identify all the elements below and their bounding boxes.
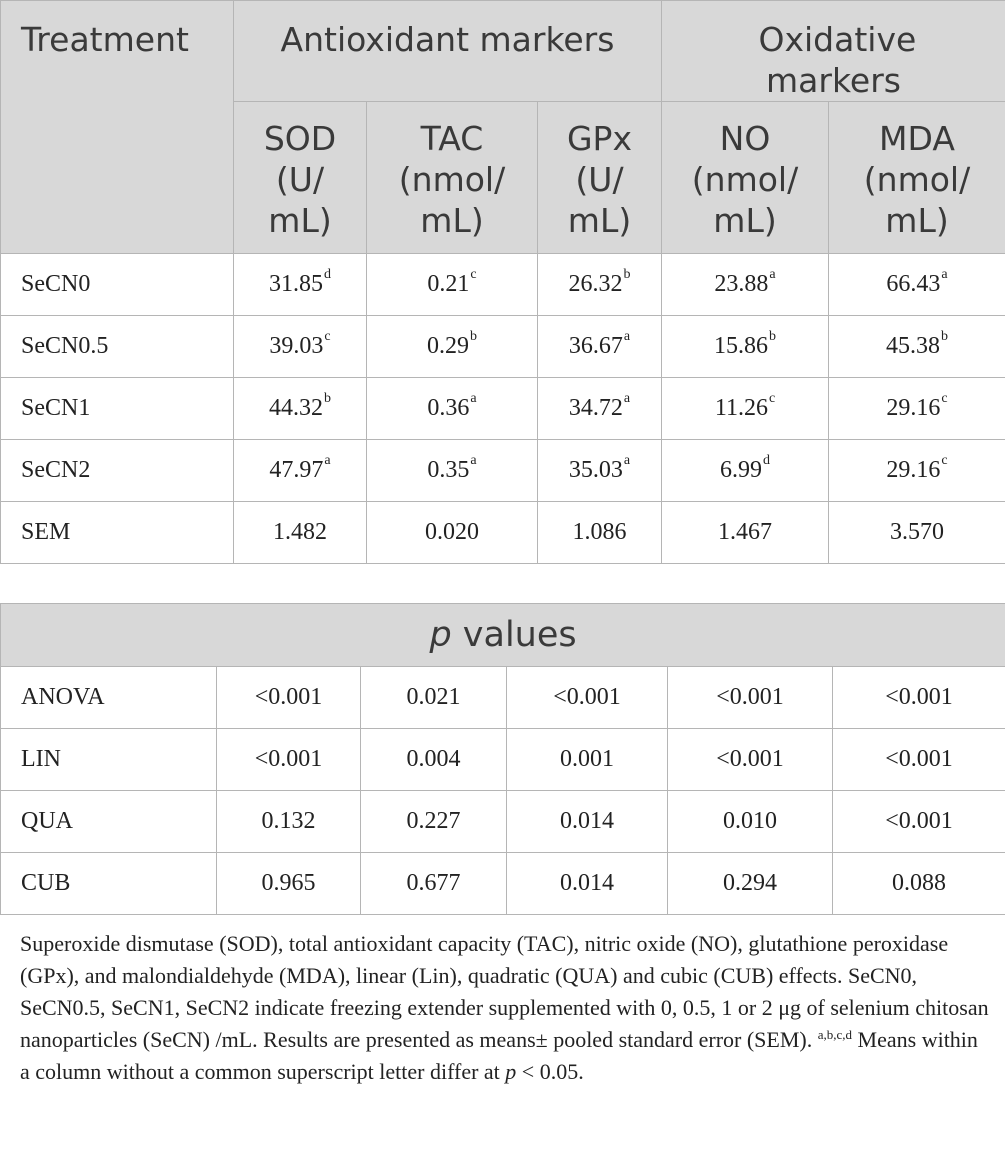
table-cell xyxy=(538,378,662,440)
table-cell xyxy=(662,254,829,316)
row-label: SeCN1 xyxy=(1,378,234,440)
cell-value: 1.482 xyxy=(273,519,327,545)
cell-superscript: a xyxy=(623,391,631,406)
cell-superscript: c xyxy=(768,391,776,406)
col-header-line: mL) xyxy=(268,201,332,240)
footnote-text-3: < 0.05. xyxy=(516,1059,584,1084)
table-row xyxy=(1,667,1005,729)
cell-value: 0.36 xyxy=(427,395,470,421)
table-cell xyxy=(829,502,1005,564)
cell-value: 45.38 xyxy=(886,333,940,359)
col-header-line: mL) xyxy=(885,201,949,240)
table-cell xyxy=(367,316,538,378)
footnote-p-italic: p xyxy=(505,1059,517,1084)
cell-value: 23.88 xyxy=(714,271,769,297)
col-header-line: mL) xyxy=(567,201,632,240)
cell-value: 29.16 xyxy=(886,395,941,421)
cell-value: 1.467 xyxy=(718,519,772,545)
cell-superscript: a xyxy=(324,453,331,468)
column-header xyxy=(367,102,538,254)
cell-superscript: a xyxy=(623,453,631,468)
footnote-text: Superoxide dismutase (SOD), total antioxidant capacity (TAC), nitric oxide (NO), glutathione peroxidase (GPx), and malondialdehyde (MDA), linear (Lin), quadratic (QUA) and cubic (CUB) effects. SeCN0, SeCN0.5, SeCN1, SeCN2 indicate freezing extender supplemented with 0, 0.5, 1 or 2 μg of selenium chitosan nanoparticles (SeCN) /mL. Results are presented as means± pooled standard error (SEM). xyxy=(20,931,989,1052)
table-cell: <0.001 xyxy=(833,667,1005,729)
table-cell xyxy=(367,254,538,316)
table-cell: 0.021 xyxy=(361,667,507,729)
table-cell: 0.088 xyxy=(833,853,1005,915)
table-cell: <0.001 xyxy=(217,729,361,791)
treatment-header: Treatment xyxy=(1,1,234,254)
group-header-row xyxy=(1,1,1005,102)
cell-value: 36.67 xyxy=(568,333,623,359)
column-header xyxy=(662,102,829,254)
cell-superscript: d xyxy=(763,453,770,468)
col-header-line: MDA xyxy=(879,119,955,158)
col-header-line: GPx xyxy=(566,119,632,158)
cell-value: 6.99 xyxy=(720,457,762,483)
table-row xyxy=(1,254,1005,316)
cell-value: 11.26 xyxy=(714,395,768,421)
table-cell: 0.014 xyxy=(507,853,668,915)
table-cell: 0.965 xyxy=(217,853,361,915)
table-cell: <0.001 xyxy=(668,667,833,729)
col-header-line: (U/ xyxy=(575,160,624,199)
table-cell xyxy=(829,316,1005,378)
column-header xyxy=(829,102,1005,254)
table-footnote xyxy=(20,928,990,1088)
cell-value: 29.16 xyxy=(886,457,941,483)
table-cell: 0.294 xyxy=(668,853,833,915)
table-cell: 0.004 xyxy=(361,729,507,791)
col-header-line: (nmol/ xyxy=(863,160,971,199)
table-row xyxy=(1,440,1005,502)
p-italic: p xyxy=(429,614,452,655)
cell-superscript: d xyxy=(324,267,331,282)
p-values-table-body xyxy=(1,667,1005,915)
table-cell: <0.001 xyxy=(507,667,668,729)
cell-superscript: b xyxy=(324,391,331,406)
table-cell xyxy=(538,440,662,502)
cell-value: 31.85 xyxy=(269,271,323,297)
col-header-line: mL) xyxy=(420,201,484,240)
table-cell xyxy=(234,378,367,440)
col-header-line: SOD xyxy=(263,119,337,158)
cell-value: 35.03 xyxy=(568,457,623,483)
row-label: LIN xyxy=(1,729,217,791)
p-values-table xyxy=(0,603,1005,915)
column-header xyxy=(538,102,662,254)
table-cell: 0.014 xyxy=(507,791,668,853)
table-cell xyxy=(234,316,367,378)
cell-value: 0.29 xyxy=(427,333,469,359)
table-cell xyxy=(538,316,662,378)
row-label: QUA xyxy=(1,791,217,853)
table-cell: <0.001 xyxy=(833,791,1005,853)
table-cell xyxy=(538,254,662,316)
cell-value: 3.570 xyxy=(890,519,944,545)
table-cell: 0.001 xyxy=(507,729,668,791)
table-cell xyxy=(234,502,367,564)
row-label: SeCN0.5 xyxy=(1,316,234,378)
cell-superscript: c xyxy=(324,329,331,344)
footnote-superscript: a,b,c,d xyxy=(817,1027,853,1042)
table-cell xyxy=(538,502,662,564)
cell-superscript: b xyxy=(941,329,948,344)
cell-superscript: b xyxy=(769,329,776,344)
cell-value: 0.020 xyxy=(425,519,479,545)
table-cell xyxy=(234,440,367,502)
col-header-line: mL) xyxy=(713,201,777,240)
table-cell xyxy=(829,254,1005,316)
table-cell: <0.001 xyxy=(833,729,1005,791)
cell-superscript: b xyxy=(470,329,477,344)
cell-superscript: c xyxy=(941,391,948,406)
cell-superscript: a xyxy=(470,453,477,468)
p-values-header xyxy=(1,604,1005,667)
table-cell xyxy=(662,316,829,378)
col-header-line: (nmol/ xyxy=(398,160,506,199)
oxidative-group-header xyxy=(662,1,1005,102)
cell-value: 0.35 xyxy=(427,457,470,483)
cell-superscript: a xyxy=(470,391,477,406)
table-cell xyxy=(367,440,538,502)
table-cell: 0.010 xyxy=(668,791,833,853)
col-header-line: (U/ xyxy=(275,160,325,199)
table-cell xyxy=(662,378,829,440)
cell-value: 44.32 xyxy=(269,395,323,421)
row-label: SeCN2 xyxy=(1,440,234,502)
p-values-header-rest: values xyxy=(451,614,577,655)
p-values-header-row xyxy=(1,604,1005,667)
table-cell xyxy=(367,378,538,440)
oxidative-group-label: Oxidative markers xyxy=(758,20,917,100)
table-cell xyxy=(367,502,538,564)
table-cell xyxy=(829,440,1005,502)
table-row xyxy=(1,791,1005,853)
table-row xyxy=(1,502,1005,564)
table-cell xyxy=(662,440,829,502)
cell-value: 0.21 xyxy=(427,271,470,297)
row-label: SeCN0 xyxy=(1,254,234,316)
cell-value: 66.43 xyxy=(886,271,941,297)
col-header-line: NO xyxy=(719,119,771,158)
table-row xyxy=(1,378,1005,440)
table-cell: 0.677 xyxy=(361,853,507,915)
table-row xyxy=(1,316,1005,378)
row-label: SEM xyxy=(1,502,234,564)
row-label: ANOVA xyxy=(1,667,217,729)
table-cell xyxy=(662,502,829,564)
cell-superscript: a xyxy=(941,267,948,282)
cell-value: 1.086 xyxy=(572,519,627,545)
cell-value: 26.32 xyxy=(568,271,623,297)
cell-value: 34.72 xyxy=(568,395,623,421)
antioxidant-group-header: Antioxidant markers xyxy=(234,1,662,102)
cell-value: 39.03 xyxy=(269,333,324,359)
table-cell: <0.001 xyxy=(668,729,833,791)
marker-table xyxy=(0,0,1005,564)
col-header-line: (nmol/ xyxy=(691,160,799,199)
row-label: CUB xyxy=(1,853,217,915)
cell-superscript: c xyxy=(470,267,477,282)
table-cell: 0.132 xyxy=(217,791,361,853)
cell-value: 15.86 xyxy=(714,333,768,359)
table-row xyxy=(1,853,1005,915)
cell-superscript: c xyxy=(941,453,948,468)
cell-value: 47.97 xyxy=(269,457,324,483)
table-cell: 0.227 xyxy=(361,791,507,853)
marker-table-body xyxy=(1,254,1005,564)
cell-superscript: b xyxy=(623,267,631,282)
footnote-text-2: Means within a column without a common superscript letter differ at xyxy=(20,1027,978,1084)
table-row xyxy=(1,729,1005,791)
col-header-line: TAC xyxy=(420,119,484,158)
table-cell xyxy=(234,254,367,316)
table-cell: <0.001 xyxy=(217,667,361,729)
cell-superscript: a xyxy=(623,329,631,344)
column-header xyxy=(234,102,367,254)
cell-superscript: a xyxy=(769,267,776,282)
table-cell xyxy=(829,378,1005,440)
